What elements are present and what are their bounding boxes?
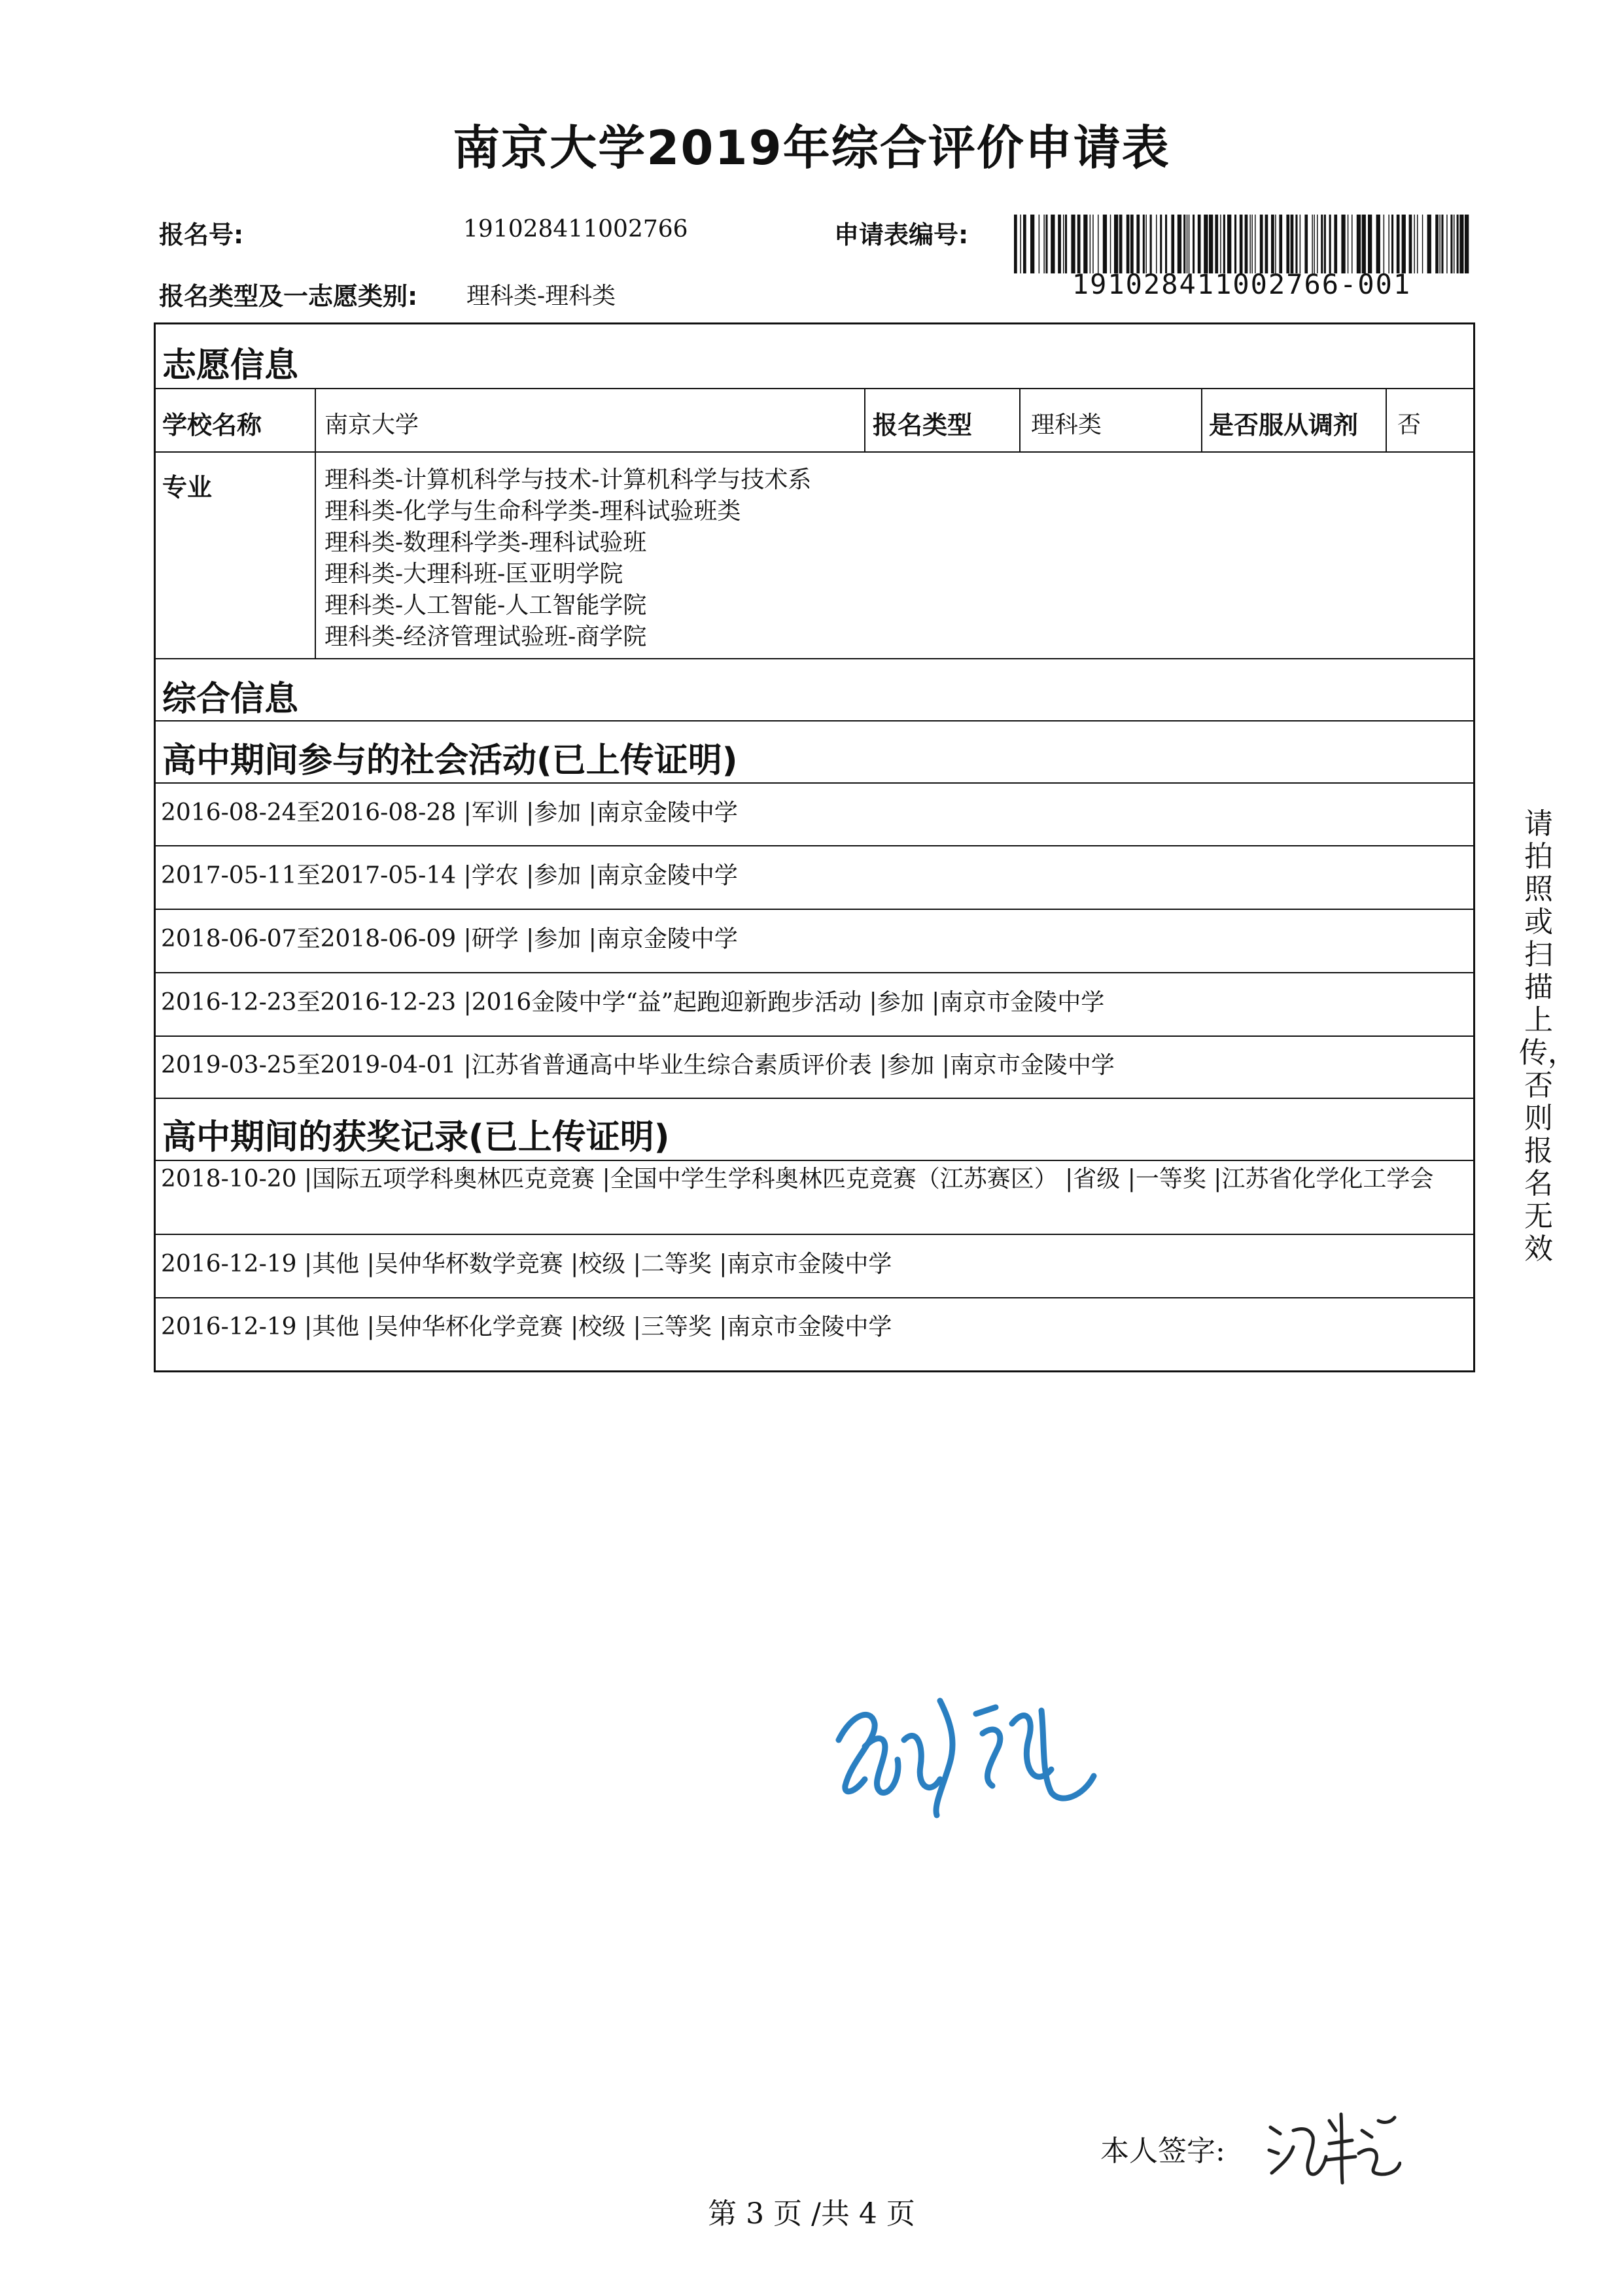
apply-type-label: 报名类型 [873, 411, 973, 440]
comprehensive-section-title: 综合信息 [162, 680, 299, 719]
major-list [324, 464, 811, 653]
major-item: 理科类-计算机科学与技术-计算机科学与技术系 [324, 466, 812, 493]
document-title: 南京大学2019年综合评价申请表 [453, 120, 1170, 175]
school-label: 学校名称 [162, 411, 262, 440]
form-no-label: 申请表编号: [834, 220, 969, 249]
apply-type-value: 理科类 [1031, 411, 1102, 438]
activity-row: 2016-08-24至2016-08-28 |军训 |参加 |南京金陵中学 [161, 799, 738, 826]
type-value: 理科类-理科类 [466, 283, 616, 309]
volunteer-section-title: 志愿信息 [162, 346, 299, 385]
adjust-value: 否 [1397, 411, 1422, 438]
barcode-number: 191028411002766-001 [1072, 268, 1412, 300]
major-item: 理科类-数理科学类-理科试验班 [324, 529, 647, 556]
page-indicator: 第 3 页 /共 4 页 [708, 2197, 915, 2231]
activity-row: 2018-06-07至2018-06-09 |研学 |参加 |南京金陵中学 [161, 926, 738, 952]
type-label: 报名类型及一志愿类别: [159, 282, 418, 311]
activity-row: 2019-03-25至2019-04-01 |江苏省普通高中毕业生综合素质评价表 |参加 |南京市金陵中学 [161, 1052, 1115, 1079]
signature-mark [1264, 2101, 1401, 2186]
major-label: 专业 [162, 473, 213, 502]
adjust-label: 是否服从调剂 [1209, 411, 1359, 440]
signature-label: 本人签字: [1100, 2134, 1225, 2168]
awards-title: 高中期间的获奖记录(已上传证明) [162, 1118, 670, 1157]
application-form-table [154, 322, 1475, 1372]
major-item: 理科类-化学与生命科学类-理科试验班类 [324, 498, 741, 525]
award-row: 2016-12-19 |其他 |吴仲华杯数学竞赛 |校级 |二等奖 |南京市金陵中学 [161, 1251, 892, 1278]
activity-row: 2017-05-11至2017-05-14 |学农 |参加 |南京金陵中学 [161, 862, 738, 889]
school-value: 南京大学 [324, 411, 419, 438]
activity-row: 2016-12-23至2016-12-23 |2016金陵中学“益”起跑迎新跑步活动 |参加 |南京市金陵中学 [161, 989, 1105, 1016]
major-item: 理科类-人工智能-人工智能学院 [324, 592, 647, 619]
reg-no-label: 报名号: [159, 220, 244, 249]
award-row: 2018-10-20 |国际五项学科奥林匹克竞赛 |全国中学生学科奥林匹克竞赛（江苏赛区） |省级 |一等奖 |江苏省化学化工学会 [161, 1166, 1434, 1192]
major-item: 理科类-大理科班-匡亚明学院 [324, 561, 623, 587]
activities-title: 高中期间参与的社会活动(已上传证明) [162, 741, 738, 780]
major-item: 理科类-经济管理试验班-商学院 [324, 623, 647, 650]
barcode [1013, 215, 1471, 273]
handwritten-signature [826, 1661, 1107, 1825]
upload-notice: 请拍照或扫描上传，否则报名无效 [1519, 807, 1577, 1266]
reg-no-value: 191028411002766 [463, 216, 688, 243]
award-row: 2016-12-19 |其他 |吴仲华杯化学竞赛 |校级 |三等奖 |南京市金陵中学 [161, 1313, 892, 1340]
